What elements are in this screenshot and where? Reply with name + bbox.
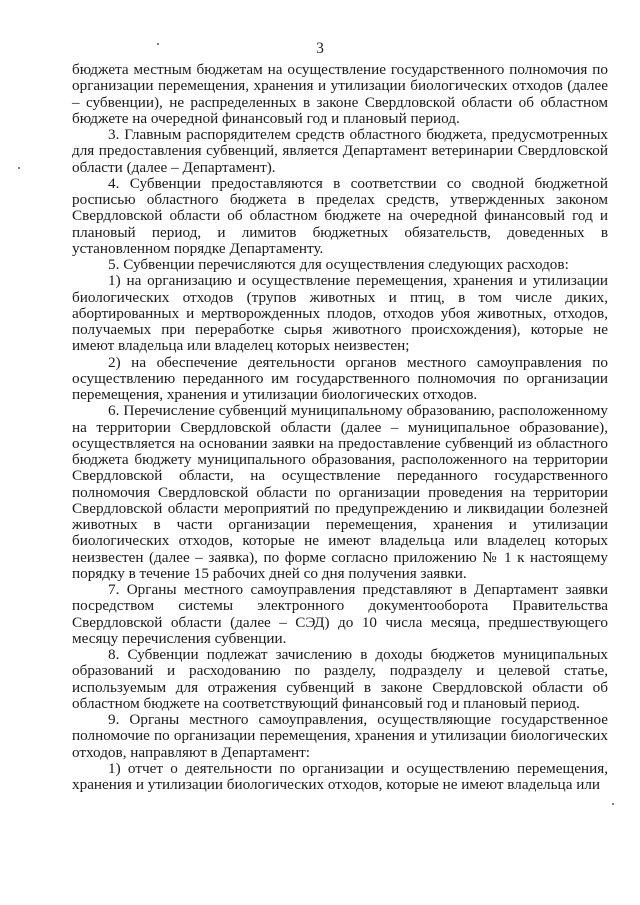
scan-speck xyxy=(612,803,614,805)
paragraph-9-item-1: 1) отчет о деятельности по организации и осуществлению перемещения, хранения и утилизации биологических отходов, которые не имеют владельца или xyxy=(72,759,608,793)
paragraph-9-reporting: 9. Органы местного самоуправления, осуществляющие государственное полномочие по организации перемещения, хранения и утилизации биологических отходов, направляют в Департамент: xyxy=(72,711,608,761)
document-body xyxy=(72,62,608,793)
scan-speck xyxy=(157,43,159,45)
paragraph-6-transfer: 6. Перечисление субвенций муниципальному образованию, расположенному на территории Свердловской области (далее – муниципальное образование), осуществляется на основании заявки на предоставление субвенций из областного бюджета бюджету муниципального образования, расположенного на территории Свердловской области, на осуществление переданного государственного полномочия Свердловской области по организации проведения на территории Свердловской области мероприятий по предупреждению и ликвидации болезней животных в части организации перемещения, хранения и утилизации биологических отходов, которые не имеют владельца или владелец которых неизвестен (далее – заявка), по форме согласно приложению № 1 к настоящему порядку в течение 15 рабочих дней со дня получения заявки. xyxy=(72,402,608,582)
paragraph-4-provision: 4. Субвенции предоставляются в соответствии со сводной бюджетной росписью областного бюджета в пределах средств, утвержденных законом Свердловской области об областном бюджете на очередной финансовый год и плановый период, и лимитов бюджетных обязательств, доведенных в установленном порядке Департаменту. xyxy=(72,174,608,257)
paragraph-continued: бюджета местным бюджетам на осуществление государственного полномочия по организации перемещения, хранения и утилизации биологических отходов (далее – субвенции), не распределенных в законе Свердловской области об областном бюджете на очередной финансовый год и плановый период. xyxy=(72,61,608,127)
paragraph-7-applications: 7. Органы местного самоуправления представляют в Департамент заявки посредством системы электронного документооборота Правительства Свердловской области (далее – СЭД) до 10 числа месяца, предшествующего месяцу перечисления субвенции. xyxy=(72,581,608,647)
scan-speck xyxy=(18,167,20,169)
paragraph-5-item-2: 2) на обеспечение деятельности органов местного самоуправления по осуществлению переданного им государственного полномочия по организации перемещения, хранения и утилизации биологических отходов. xyxy=(72,353,608,403)
paragraph-3-chief-administrator: 3. Главным распорядителем средств областного бюджета, предусмотренных для предоставления субвенций, является Департамент ветеринарии Свердловской области (далее – Департамент). xyxy=(72,126,608,176)
page-number: 3 xyxy=(316,40,324,57)
paragraph-5-expenses: 5. Субвенции перечисляются для осуществления следующих расходов: xyxy=(108,256,569,273)
paragraph-5-item-1: 1) на организацию и осуществление перемещения, хранения и утилизации биологических отходов (трупов животных и птиц, в том числе диких, абортированных и мертворожденных плодов, отходов убоя животных, отходов, получаемых при переработке сырья животного происхождения), которые не имеют владельца или владелец которых неизвестен; xyxy=(72,272,608,355)
paragraph-8-crediting: 8. Субвенции подлежат зачислению в доходы бюджетов муниципальных образований и расходованию по разделу, подразделу и целевой статье, используемым для отражения субвенций в законе Свердловской области об областном бюджете на соответствующий финансовый год и плановый период. xyxy=(72,646,608,712)
